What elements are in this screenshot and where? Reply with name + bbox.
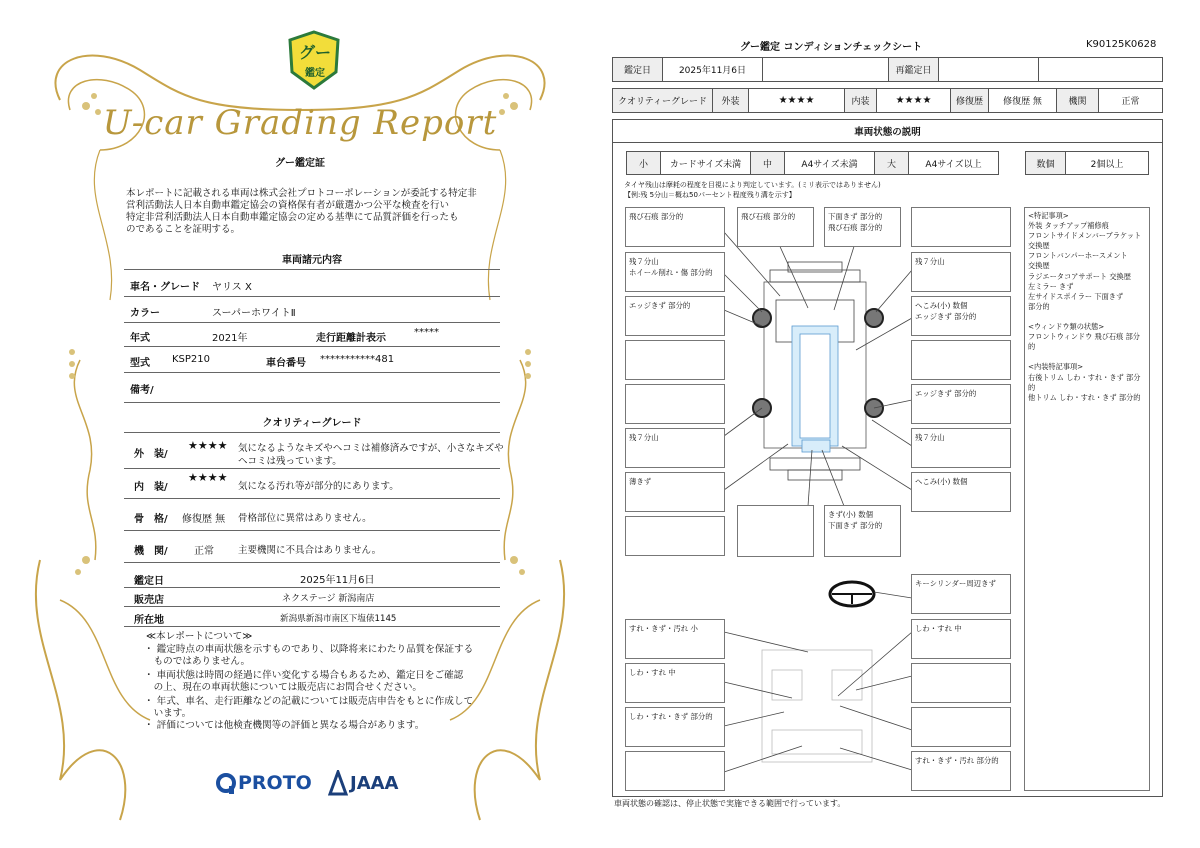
chassis-label: 車台番号 bbox=[266, 358, 306, 369]
about-line: います。 bbox=[144, 708, 192, 719]
note-left-door-rear bbox=[625, 384, 725, 424]
note-right-door-rear: エッジきず 部分的 bbox=[911, 384, 1011, 424]
tire-note: タイヤ残山は摩耗の程度を目視により判定しています。(ミリ表示ではありません) bbox=[624, 181, 881, 189]
interior-label: 内 装/ bbox=[134, 482, 168, 493]
engine-label: 機 関/ bbox=[134, 546, 168, 557]
engine-label: 機関 bbox=[1057, 89, 1099, 112]
count-label: 数個 bbox=[1026, 152, 1066, 174]
odometer-label: 走行距離計表示 bbox=[316, 333, 386, 344]
note-front-bumper: 飛び石痕 部分的 bbox=[737, 207, 814, 247]
model-value: KSP210 bbox=[172, 354, 211, 365]
note-right-fender: へこみ(小) 数個 エッジきず 部分的 bbox=[911, 296, 1011, 336]
intro-line: 営利活動法人日本自動車鑑定協会の資格保有者が厳選かつ公平な検査を行い bbox=[126, 200, 450, 211]
color-value: スーパーホワイトⅡ bbox=[212, 308, 296, 319]
note-interior-seat-right: しわ・すれ 中 bbox=[911, 619, 1011, 659]
model-label: 型式 bbox=[130, 358, 150, 369]
note-left-fender: エッジきず 部分的 bbox=[625, 296, 725, 336]
exterior-text: 気になるようなキズやヘコミは補修済みですが、小さなキズや bbox=[238, 443, 504, 454]
note-interior-trim-left: しわ・すれ・きず 部分的 bbox=[625, 707, 725, 747]
note-interior-rear-right: すれ・きず・汚れ 部分的 bbox=[911, 751, 1011, 791]
note-right-front-tire: 残７分山 bbox=[911, 252, 1011, 292]
interior-stars: ★★★★ bbox=[188, 471, 228, 484]
engine-text: 主要機関に不具合はありません。 bbox=[238, 545, 382, 556]
proto-logo-text: PROTO bbox=[238, 772, 312, 794]
scale-large-desc: A4サイズ以上 bbox=[925, 159, 982, 170]
note-key-cylinder: キーシリンダー周辺きず bbox=[911, 574, 1011, 614]
note-interior-trim-right bbox=[911, 707, 1011, 747]
jaaa-logo-icon bbox=[328, 770, 348, 796]
color-label: カラー bbox=[130, 308, 160, 319]
date-row bbox=[612, 57, 1163, 82]
exterior-stars: ★★★★ bbox=[188, 439, 228, 452]
note-right-rear-tire: 残７分山 bbox=[911, 428, 1011, 468]
name-value: ヤリス X bbox=[212, 282, 252, 293]
engine-value: 正常 bbox=[194, 546, 214, 557]
ext-label: 外装 bbox=[713, 89, 749, 112]
sheet-title: グー鑑定 コンディションチェックシート bbox=[740, 42, 923, 53]
note-front-right bbox=[911, 207, 1011, 247]
name-label: 車名・グレード bbox=[130, 282, 200, 293]
note-left-door-front bbox=[625, 340, 725, 380]
date-label: 鑑定日 bbox=[613, 58, 663, 81]
special-notes: <特記事項> 外装 タッチアップ補修痕 フロントサイドメンバーブラケット 交換歴 フロントバンパーホースメント 交換歴 ラジエータコアサポート 交換歴 左ミラー きず 左サイドスポイラー 下面きず 部分的 <ウィンドウ類の状態> フロントウィンドウ 飛び石痕 部分的 <内装特記事項> 右後トリム しわ・すれ・きず 部分的 他トリム しわ・すれ・きず 部分的 bbox=[1024, 207, 1150, 791]
date-value: 2025年11月6日 bbox=[300, 575, 375, 586]
about-line: の上、現在の車両状態については販売店にお問合せください。 bbox=[144, 682, 423, 693]
dealer-label: 販売店 bbox=[134, 595, 164, 606]
scale-small-desc: カードサイズ未満 bbox=[661, 152, 751, 174]
intro-line: 特定非営利活動法人日本自動車鑑定協会の定める基準にて品質評価を行ったも bbox=[126, 212, 459, 223]
about-heading: ≪本レポートについて≫ bbox=[146, 631, 253, 642]
damage-scale bbox=[626, 151, 999, 175]
note-right-rear: へこみ(小) 数個 bbox=[911, 472, 1011, 512]
chassis-value: ***********481 bbox=[320, 354, 395, 365]
int-label: 内装 bbox=[845, 89, 877, 112]
condition-heading: 車両状態の説明 bbox=[612, 119, 1163, 143]
repair-value: 修復歴 無 bbox=[989, 89, 1057, 112]
exterior-text: ヘコミは残っています。 bbox=[238, 456, 342, 467]
year-label: 年式 bbox=[130, 333, 150, 344]
spec-heading: 車両諸元内容 bbox=[282, 255, 342, 266]
frame-text: 骨格部位に異常はありません。 bbox=[238, 513, 372, 524]
date-value: 2025年11月6日 bbox=[663, 58, 763, 81]
grade-heading: クオリティーグレード bbox=[262, 418, 362, 429]
about-line: ・ 年式、車名、走行距離などの記載については販売店申告をもとに作成して bbox=[144, 696, 474, 707]
int-stars: ★★★★ bbox=[877, 89, 951, 112]
jaaa-logo-text: JAAA bbox=[350, 773, 399, 794]
tire-example: 【例:残 5分山＝概ね50パーセント程度残り溝を示す】 bbox=[624, 191, 796, 199]
proto-logo-icon bbox=[216, 772, 238, 796]
date-label: 鑑定日 bbox=[134, 576, 164, 587]
note-right-door-front bbox=[911, 340, 1011, 380]
frame-value: 修復歴 無 bbox=[182, 514, 226, 525]
note-interior-rear-left bbox=[625, 751, 725, 791]
scale-mid-desc: A4サイズ未満 bbox=[785, 152, 875, 174]
note-left-front-tire: 残７分山 ホイール削れ・傷 部分的 bbox=[625, 252, 725, 292]
grade-row bbox=[612, 88, 1163, 113]
dealer-value: ネクステージ 新潟南店 bbox=[282, 594, 375, 604]
note-rear-underside: きず(小) 数個 下面きず 部分的 bbox=[824, 505, 901, 557]
ext-stars: ★★★★ bbox=[749, 89, 845, 112]
note-interior-console bbox=[911, 663, 1011, 703]
intro-line: 本レポートに記載される車両は株式会社プロトコーポレーションが委託する特定非 bbox=[126, 188, 477, 199]
exterior-label: 外 装/ bbox=[134, 449, 168, 460]
count-scale bbox=[1025, 151, 1149, 175]
engine-value: 正常 bbox=[1121, 97, 1140, 107]
address-label: 所在地 bbox=[134, 615, 164, 626]
about-line: ・ 車両状態は時間の経過に伴い変化する場合もあるため、鑑定日をご確認 bbox=[144, 670, 464, 681]
redate-label: 再鑑定日 bbox=[889, 58, 939, 81]
frame-label: 骨 格/ bbox=[134, 514, 168, 525]
badge-bottom-text: 鑑定 bbox=[305, 68, 325, 79]
interior-text: 気になる汚れ等が部分的にあります。 bbox=[238, 481, 399, 492]
about-line: ものではありません。 bbox=[144, 656, 251, 667]
address-value: 新潟県新潟市南区下塩俵1145 bbox=[280, 614, 397, 624]
remarks-label: 備考/ bbox=[130, 385, 154, 396]
note-left-rear-tire: 残７分山 bbox=[625, 428, 725, 468]
sheet-footer: 車両状態の確認は、停止状態で実施できる範囲で行っています。 bbox=[614, 799, 846, 808]
odometer-value: ***** bbox=[414, 327, 439, 338]
note-front-left: 飛び石痕 部分的 bbox=[625, 207, 725, 247]
note-left-rear: 薄きず bbox=[625, 472, 725, 512]
note-interior-front-left: すれ・きず・汚れ 小 bbox=[625, 619, 725, 659]
certificate-heading: グー鑑定証 bbox=[275, 158, 325, 169]
scale-large-label: 大 bbox=[875, 152, 909, 174]
grade-label: クオリティーグレード bbox=[613, 89, 713, 112]
count-value: 2個以上 bbox=[1090, 159, 1124, 170]
about-line: ・ 鑑定時点の車両状態を示すものであり、以降将来にわたり品質を保証する bbox=[144, 644, 474, 655]
scale-small-label: 小 bbox=[627, 152, 661, 174]
certificate-title: U-car Grading Report bbox=[102, 103, 498, 143]
badge-top-text: グー bbox=[298, 43, 331, 62]
intro-line: のであることを証明する。 bbox=[126, 224, 241, 235]
note-interior-seat-left: しわ・すれ 中 bbox=[625, 663, 725, 703]
note-rear-bumper bbox=[737, 505, 814, 557]
year-value: 2021年 bbox=[212, 333, 248, 344]
about-line: ・ 評価については他検査機関等の評価と異なる場合があります。 bbox=[144, 720, 425, 731]
sheet-code: K90125K0628 bbox=[1086, 39, 1157, 50]
scale-mid-label: 中 bbox=[751, 152, 785, 174]
repair-label: 修復歴 bbox=[951, 89, 989, 112]
note-rear-left bbox=[625, 516, 725, 556]
note-front-underside: 下面きず 部分的 飛び石痕 部分的 bbox=[824, 207, 901, 247]
